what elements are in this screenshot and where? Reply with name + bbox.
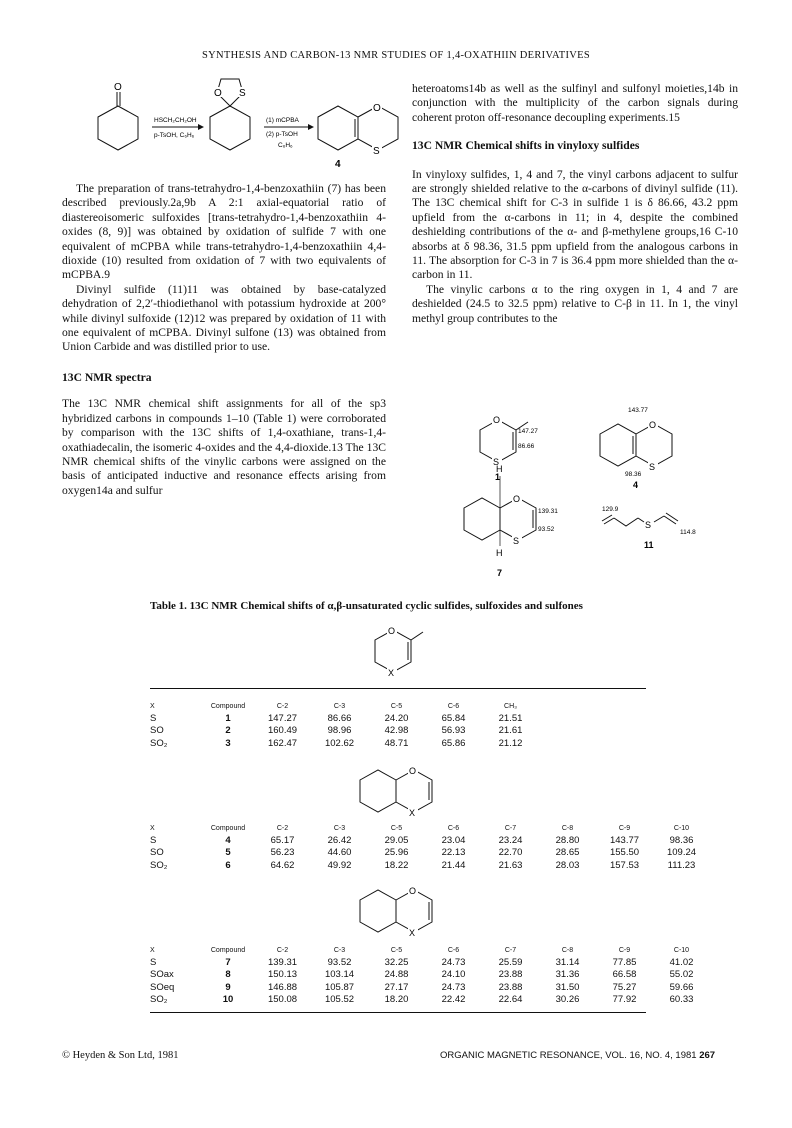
table-cell: 3 xyxy=(225,737,231,749)
table-cell: 93.52 xyxy=(327,956,352,968)
table-cell: 24.88 xyxy=(384,969,409,981)
table-cell: 26.42 xyxy=(327,834,352,846)
table-cell: 147.27 xyxy=(267,712,298,724)
table-cell: 28.80 xyxy=(555,834,580,846)
compound-label-1: 1 xyxy=(495,472,501,482)
table-row xyxy=(150,994,710,1007)
svg-text:98.36: 98.36 xyxy=(625,471,642,478)
svg-text:H: H xyxy=(496,548,503,558)
table-cell: 7 xyxy=(225,956,231,968)
column-header: C-3 xyxy=(333,702,346,710)
column-header: C-6 xyxy=(447,824,460,832)
table-cell: 105.52 xyxy=(324,994,355,1006)
table-cell: 25.59 xyxy=(498,956,523,968)
table-cell: 22.42 xyxy=(441,994,466,1006)
column-header: C-2 xyxy=(276,824,289,832)
table-cell: 60.33 xyxy=(669,994,694,1006)
column-header: C-2 xyxy=(276,946,289,954)
table-cell: 5 xyxy=(225,847,231,859)
left-para-2: Divinyl sulfide (11)11 was obtained by base-catalyzed dehydration of 2,2′-thiodiethanol with potassium hydroxide at 200° while divinyl sulfoxide (12)12 was prepared by oxidation of 11 with one equivalent of mCPBA. Divinyl sulfone (13) was obtained from Union Carbide and was distilled prior to use. xyxy=(62,282,386,354)
table-cell: 21.44 xyxy=(441,859,466,871)
svg-text:139.31: 139.31 xyxy=(538,508,558,515)
table-cell: 1 xyxy=(225,712,231,724)
column-header: C-6 xyxy=(447,946,460,954)
table-cell: 56.93 xyxy=(441,725,466,737)
column-header: C-9 xyxy=(618,946,631,954)
table-header-row xyxy=(150,700,539,712)
table-cell: 22.70 xyxy=(498,847,523,859)
svg-text:129.9: 129.9 xyxy=(602,506,619,513)
table-cell: 23.04 xyxy=(441,834,466,846)
table-cell: 21.12 xyxy=(498,737,523,749)
table-cell: 48.71 xyxy=(384,737,409,749)
column-header: C-7 xyxy=(504,824,517,832)
column-header: CH₃ xyxy=(504,702,517,710)
table-cell: 22.64 xyxy=(498,994,523,1006)
table-cell: 139.31 xyxy=(267,956,298,968)
table-cell: 64.62 xyxy=(270,859,295,871)
column-header: C-3 xyxy=(333,946,346,954)
svg-text:93.52: 93.52 xyxy=(538,526,555,533)
column-header: C-5 xyxy=(390,702,403,710)
left-para-1: The preparation of trans-tetrahydro-1,4-benzoxathiin (7) has been described previously.2a,9b A 2:1 axial-equatorial ratio of diastereoisomeric sulfoxides [trans-tetrahydro-1,4-benzoxathiin 4-oxides (8, 9)] was obtained by oxidation of sulfide 7 with one equivalent of mCPBA while trans-tetrahydro-1,4-benzoxathiin 4,4-dioxide (10) resulted from oxidation of 7 with two equivalents of mCPBA.9 xyxy=(62,182,386,282)
table-cell: 162.47 xyxy=(267,737,298,749)
column-header: X xyxy=(150,824,155,832)
table-cell: 98.36 xyxy=(669,834,694,846)
column-header: Compound xyxy=(210,702,246,710)
table-cell: 111.23 xyxy=(667,859,696,871)
table-cell: 21.61 xyxy=(498,725,523,737)
table-cell: 21.51 xyxy=(498,712,523,724)
column-header: Compound xyxy=(210,824,246,832)
table-cell: 29.05 xyxy=(384,834,409,846)
section-heading-nmr-spectra: 13C NMR spectra xyxy=(62,370,152,384)
footer-journal: ORGANIC MAGNETIC RESONANCE, VOL. 16, NO. 4, 1981 267 xyxy=(440,1050,716,1061)
svg-text:O: O xyxy=(409,886,417,896)
table-cell: 98.96 xyxy=(327,725,352,737)
table-cell: 55.02 xyxy=(669,969,694,981)
table-cell: 18.20 xyxy=(384,994,409,1006)
svg-text:HSCH₂CH₂OH: HSCH₂CH₂OH xyxy=(154,117,197,124)
right-column xyxy=(412,82,738,326)
column-header: C-5 xyxy=(390,946,403,954)
svg-text:O: O xyxy=(649,420,657,430)
table-cell: 150.13 xyxy=(267,969,298,981)
column-header: C-6 xyxy=(447,702,460,710)
svg-text:O: O xyxy=(493,415,501,425)
svg-text:(1) mCPBA: (1) mCPBA xyxy=(266,117,299,124)
table-cell: 25.96 xyxy=(384,847,409,859)
svg-text:O: O xyxy=(373,103,381,114)
table-header-row xyxy=(150,944,710,956)
svg-text:S: S xyxy=(513,536,520,546)
table-block-2 xyxy=(150,822,710,872)
table-cell: 24.20 xyxy=(384,712,409,724)
column-header: Compound xyxy=(210,946,246,954)
table-cell: 28.65 xyxy=(555,847,580,859)
svg-text:O: O xyxy=(214,88,222,99)
table-cell: 23.88 xyxy=(498,969,523,981)
table-row xyxy=(150,981,710,994)
table-row xyxy=(150,969,710,982)
table-cell: 146.88 xyxy=(267,981,298,993)
table-cell: 24.10 xyxy=(441,969,466,981)
svg-text:(2) p-TsOH: (2) p-TsOH xyxy=(266,131,298,138)
compound-label-4b: 4 xyxy=(633,480,639,490)
column-header: C-7 xyxy=(504,946,517,954)
table-cell: 24.73 xyxy=(441,956,466,968)
table-cell: 65.84 xyxy=(441,712,466,724)
column-header: C-8 xyxy=(561,946,574,954)
column-header: X xyxy=(150,946,155,954)
right-para-2: In vinyloxy sulfides, 1, 4 and 7, the vinyl carbons adjacent to sulfur are strongly shielded relative to the α-carbons of divinyl sulfide (11). The 13C chemical shift for C-3 in sulfide 1 is δ 86.66, 43.2 ppm upfield from the α-carbons in 11; in 4, despite the combined deshielding contributions of the α- and β-methylene groups,16 C-10 absorbs at δ 98.36, 31.5 ppm upfield from the analogous carbons in 11. The absorption for C-3 in 7 is 36.4 ppm more shielded than the α-carbon in 11. xyxy=(412,167,738,282)
svg-text:147.27: 147.27 xyxy=(518,428,538,435)
column-header: C-9 xyxy=(618,824,631,832)
table-structure-1 xyxy=(355,618,435,698)
table-cell: 102.62 xyxy=(324,737,355,749)
table-cell: 65.86 xyxy=(441,737,466,749)
table-cell: 143.77 xyxy=(609,834,640,846)
column-header: C-3 xyxy=(333,824,346,832)
svg-text:X: X xyxy=(409,808,416,818)
table-cell: 22.13 xyxy=(441,847,466,859)
svg-text:O: O xyxy=(513,494,521,504)
table-cell: S xyxy=(150,712,157,724)
table-cell: 30.26 xyxy=(555,994,580,1006)
table-cell: SOax xyxy=(150,969,174,981)
svg-text:X: X xyxy=(388,668,395,678)
table-cell: SO₂ xyxy=(150,737,168,749)
table-cell: 44.60 xyxy=(327,847,352,859)
svg-text:O: O xyxy=(409,766,417,776)
table-row xyxy=(150,956,710,969)
table-cell: S xyxy=(150,834,157,846)
table-cell: 23.88 xyxy=(498,981,523,993)
svg-text:O: O xyxy=(388,626,396,636)
table-cell: 24.73 xyxy=(441,981,466,993)
table-block-1 xyxy=(150,700,539,750)
svg-text:C₆H₆: C₆H₆ xyxy=(278,142,293,149)
table-cell: 8 xyxy=(225,969,231,981)
atom-O: O xyxy=(114,82,122,93)
table-cell: SO₂ xyxy=(150,859,168,871)
table-cell: 4 xyxy=(225,834,231,846)
svg-text:S: S xyxy=(645,520,652,530)
table-cell: 56.23 xyxy=(270,847,295,859)
right-para-1: heteroatoms14b as well as the sulfinyl and sulfonyl moieties,14b in conjunction with the multiplicity of the carbon signals during coherent proton off-resonance decoupling experiments.15 xyxy=(412,82,738,124)
compound-label-7: 7 xyxy=(497,568,503,578)
table-row xyxy=(150,712,539,725)
table-cell: 160.49 xyxy=(267,725,298,737)
table-row xyxy=(150,847,710,860)
running-header: SYNTHESIS AND CARBON-13 NMR STUDIES OF 1,4-OXATHIIN DERIVATIVES xyxy=(202,50,590,61)
table-cell: 109.24 xyxy=(666,847,697,859)
table-cell: 27.17 xyxy=(384,981,409,993)
table-cell: SO xyxy=(150,847,164,859)
table-cell: 150.08 xyxy=(267,994,298,1006)
section-heading-vinyloxy: 13C NMR Chemical shifts in vinyloxy sulfides xyxy=(412,139,640,153)
table-cell: 31.50 xyxy=(555,981,580,993)
svg-text:114.8: 114.8 xyxy=(680,529,696,536)
table-row xyxy=(150,725,539,738)
table-cell: 10 xyxy=(222,994,234,1006)
table-row xyxy=(150,834,710,847)
table-cell: 32.25 xyxy=(384,956,409,968)
table-block-3 xyxy=(150,944,710,1006)
table-cell: 66.58 xyxy=(612,969,637,981)
footer-copyright: © Heyden & Son Ltd, 1981 xyxy=(62,1050,179,1061)
table-cell: 59.66 xyxy=(669,981,694,993)
table-cell: 31.14 xyxy=(555,956,580,968)
compound-label-4: 4 xyxy=(335,159,341,170)
table-cell: 86.66 xyxy=(327,712,352,724)
compound-label-11: 11 xyxy=(644,540,654,550)
table-caption: Table 1. 13C NMR Chemical shifts of α,β-unsaturated cyclic sulfides, sulfoxides and sulfones xyxy=(150,600,583,612)
svg-text:S: S xyxy=(649,462,656,472)
right-para-3: The vinylic carbons α to the ring oxygen in 1, 4 and 7 are deshielded (24.5 to 32.5 ppm) relative to C-β in 11. In 1, the vinyl methyl group contributes to the xyxy=(412,282,738,325)
column-header: C-10 xyxy=(673,824,690,832)
svg-text:143.77: 143.77 xyxy=(628,407,648,414)
table-cell: 28.03 xyxy=(555,859,580,871)
svg-text:p-TsOH, C₆H₆: p-TsOH, C₆H₆ xyxy=(154,132,195,139)
table-row xyxy=(150,737,539,750)
table-cell: 2 xyxy=(225,725,231,737)
table-cell: 155.50 xyxy=(609,847,640,859)
svg-text:S: S xyxy=(239,88,246,99)
table-cell: 77.85 xyxy=(612,956,637,968)
table-cell: 157.53 xyxy=(609,859,640,871)
table-cell: 103.14 xyxy=(324,969,355,981)
table-cell: 65.17 xyxy=(270,834,295,846)
page-number: 267 xyxy=(699,1050,716,1061)
table-cell: 77.92 xyxy=(612,994,637,1006)
column-header: C-5 xyxy=(390,824,403,832)
svg-text:S: S xyxy=(373,146,380,157)
table-cell: SO xyxy=(150,725,164,737)
left-column xyxy=(62,182,386,498)
table-cell: 49.92 xyxy=(327,859,352,871)
structure-figures xyxy=(440,400,740,585)
svg-text:86.66: 86.66 xyxy=(518,443,535,450)
column-header: C-8 xyxy=(561,824,574,832)
table-cell: 31.36 xyxy=(555,969,580,981)
table-cell: 6 xyxy=(225,859,231,871)
table-cell: 42.98 xyxy=(384,725,409,737)
table-cell: 41.02 xyxy=(669,956,694,968)
table-cell: S xyxy=(150,956,157,968)
table-cell: 18.22 xyxy=(384,859,409,871)
table-cell: 9 xyxy=(225,981,231,993)
table-cell: 21.63 xyxy=(498,859,523,871)
table-header-row xyxy=(150,822,710,834)
table-cell: SO₂ xyxy=(150,994,168,1006)
svg-text:S: S xyxy=(493,457,500,467)
table-cell: SOeq xyxy=(150,981,175,993)
column-header: C-10 xyxy=(673,946,690,954)
svg-text:X: X xyxy=(409,928,416,938)
column-header: C-2 xyxy=(276,702,289,710)
table-cell: 105.87 xyxy=(324,981,355,993)
table-cell: 75.27 xyxy=(612,981,637,993)
table-row xyxy=(150,859,710,872)
reaction-scheme xyxy=(80,75,410,175)
svg-text:H: H xyxy=(496,464,503,474)
column-header: X xyxy=(150,702,155,710)
table-cell: 23.24 xyxy=(498,834,523,846)
left-para-3: The 13C NMR chemical shift assignments for all of the sp3 hybridized carbons in compounds 1–10 (Table 1) were corroborated by comparison with the 13C shifts of 1,4-oxathiane, trans-1,4-oxathiadecalin, the isomeric 4-oxides and the 4,4-dioxide.13 The 13C NMR chemical shifts of the vinylic carbons were assigned on the basis of anticipated inductive and resonance effects arising from oxygen14a and sulfur xyxy=(62,397,386,497)
